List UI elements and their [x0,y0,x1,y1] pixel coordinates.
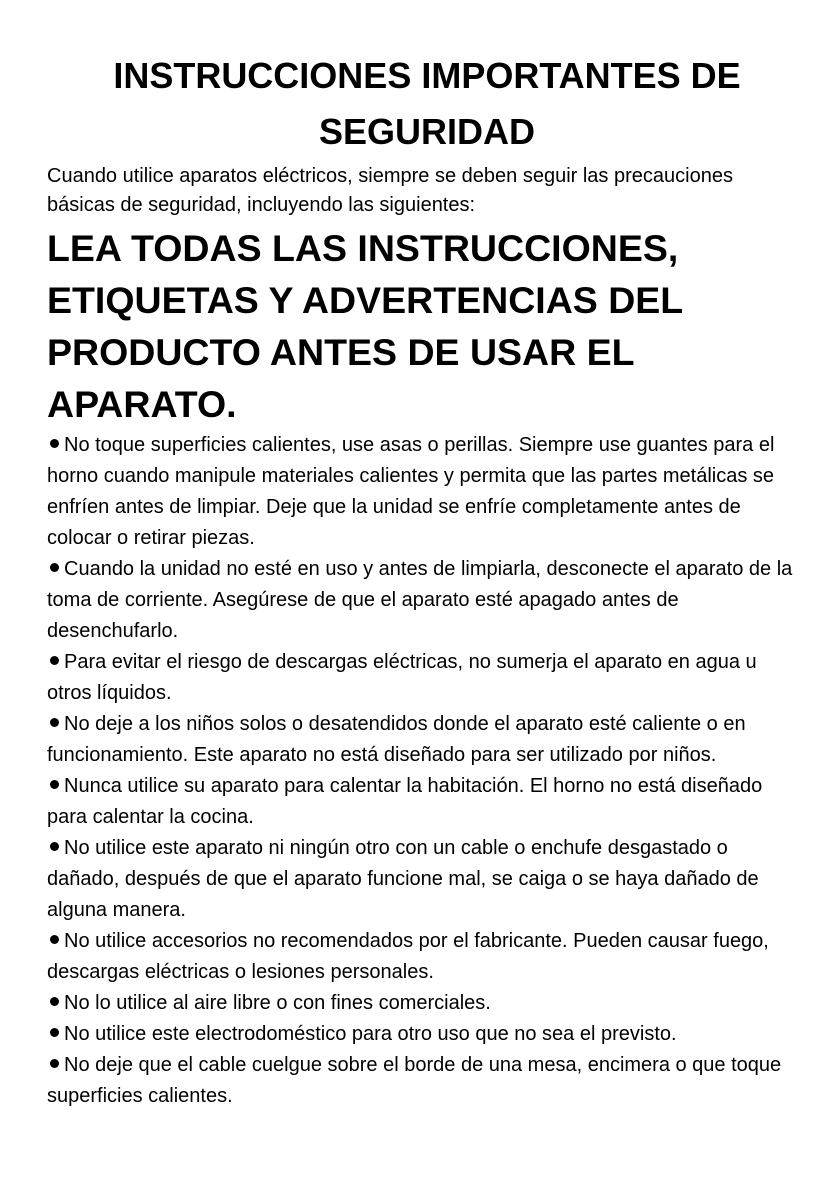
bullet-icon [50,780,59,789]
list-item [47,430,797,554]
list-item-text: No utilice este electrodoméstico para otro uso que no sea el previsto. [64,1023,677,1045]
bullet-icon [50,718,59,727]
title-line-1: INSTRUCCIONES IMPORTANTES DE [113,55,741,96]
list-item [47,771,797,833]
list-item [47,554,797,647]
warning-heading: LEA TODAS LAS INSTRUCCIONES, ETIQUETAS Y ADVERTENCIAS DEL PRODUCTO ANTES DE USAR EL APARATO. [47,227,683,425]
list-item [47,988,797,1019]
list-item-text: No utilice accesorios no recomendados por el fabricante. Pueden causar fuego, descargas eléctricas o lesiones personales. [47,930,769,983]
list-item-text: No utilice este aparato ni ningún otro con un cable o enchufe desgastado o dañado, después de que el aparato funcione mal, se caiga o se haya dañado de alguna manera. [47,837,759,921]
document-page [47,48,797,1112]
bullet-icon [50,439,59,448]
list-item-text: Nunca utilice su aparato para calentar la habitación. El horno no está diseñado para calentar la cocina. [47,775,763,828]
bullet-icon [50,842,59,851]
list-item [47,1050,797,1112]
safety-list [47,430,797,1112]
bullet-icon [50,563,59,572]
list-item-text: No deje que el cable cuelgue sobre el borde de una mesa, encimera o que toque superficies calientes. [47,1054,782,1107]
list-item-text: Para evitar el riesgo de descargas eléctricas, no sumerja el aparato en agua u otros líquidos. [47,651,757,704]
list-item-text: No lo utilice al aire libre o con fines comerciales. [64,992,491,1014]
intro-paragraph: Cuando utilice aparatos eléctricos, siempre se deben seguir las precauciones básicas de seguridad, incluyendo las siguientes: [47,165,733,216]
bullet-icon [50,935,59,944]
list-item-text: Cuando la unidad no esté en uso y antes de limpiarla, desconecte el aparato de la toma de corriente. Asegúrese de que el aparato esté apagado antes de desenchufarlo. [47,558,793,642]
list-item [47,709,797,771]
bullet-icon [50,997,59,1006]
list-item [47,926,797,988]
bullet-icon [50,1059,59,1068]
list-item [47,1019,797,1050]
title-line-2: SEGURIDAD [318,111,536,152]
page-title [47,48,797,160]
list-item [47,833,797,926]
bullet-icon [50,656,59,665]
list-item [47,647,797,709]
list-item-text: No toque superficies calientes, use asas o perillas. Siempre use guantes para el horno cuando manipule materiales calientes y permita que las partes metálicas se enfríen antes de limpiar. Deje que la unidad se enfríe completamente antes de colocar o retirar piezas. [47,434,775,549]
list-item-text: No deje a los niños solos o desatendidos donde el aparato esté caliente o en funcionamiento. Este aparato no está diseñado para ser utilizado por niños. [47,713,746,766]
bullet-icon [50,1028,59,1037]
